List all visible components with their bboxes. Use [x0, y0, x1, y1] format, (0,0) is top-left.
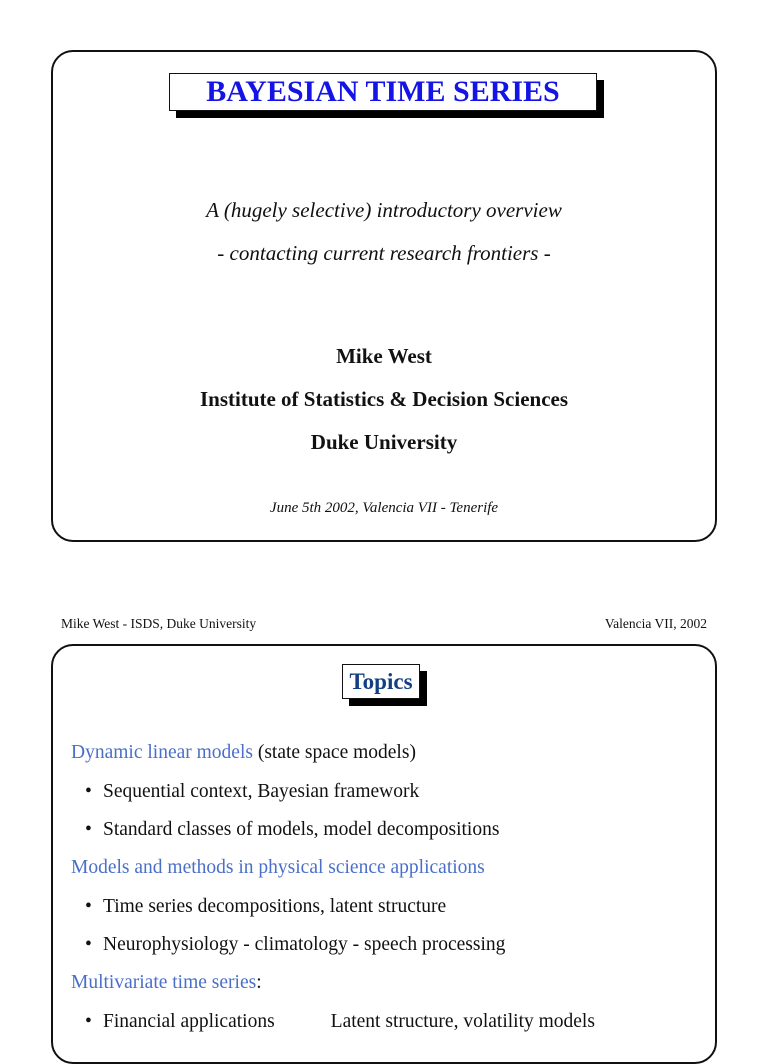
list-item	[85, 934, 505, 956]
list-item-text: Sequential context, Bayesian framework	[103, 781, 420, 802]
list-item-text: Financial applications	[103, 1011, 275, 1032]
section-suffix: :	[256, 972, 262, 993]
bullet-icon: •	[85, 819, 92, 840]
list-item	[85, 781, 419, 803]
section-multivariate	[71, 972, 262, 994]
title-slide	[51, 50, 717, 542]
section-heading: Multivariate time series	[71, 972, 257, 993]
institute-name: Institute of Statistics & Decision Sciences	[199, 387, 569, 411]
bullet-icon: •	[85, 896, 92, 917]
subtitle-line-2: - contacting current research frontiers -	[217, 241, 551, 265]
bullet-icon: •	[85, 934, 92, 955]
section-heading: Models and methods in physical science applications	[71, 857, 485, 878]
bullet-icon: •	[85, 1011, 92, 1032]
list-item-text: Standard classes of models, model decompositions	[103, 819, 500, 840]
section-heading: Dynamic linear models	[71, 742, 253, 763]
topics-slide	[51, 644, 717, 1064]
slide-title: BAYESIAN TIME SERIES	[169, 73, 597, 111]
presentation-date: June 5th 2002, Valencia VII - Tenerife	[269, 500, 499, 516]
university-name: Duke University	[310, 430, 458, 454]
list-item	[85, 819, 499, 841]
list-item-text: Neurophysiology - climatology - speech processing	[103, 934, 506, 955]
section-physical-science	[71, 857, 485, 879]
topics-title: Topics	[342, 664, 420, 699]
subtitle-line-1: A (hugely selective) introductory overview	[206, 198, 562, 222]
list-item	[85, 1011, 595, 1033]
list-item	[85, 896, 446, 918]
list-item-text: Time series decompositions, latent structure	[103, 896, 447, 917]
header-event: Valencia VII, 2002	[604, 616, 707, 631]
author-name: Mike West	[336, 344, 432, 368]
section-suffix: (state space models)	[252, 742, 416, 763]
section-dynamic-linear-models	[71, 742, 416, 764]
list-item-text: Latent structure, volatility models	[330, 1011, 595, 1032]
bullet-icon: •	[85, 781, 92, 802]
header-author: Mike West - ISDS, Duke University	[61, 616, 257, 631]
